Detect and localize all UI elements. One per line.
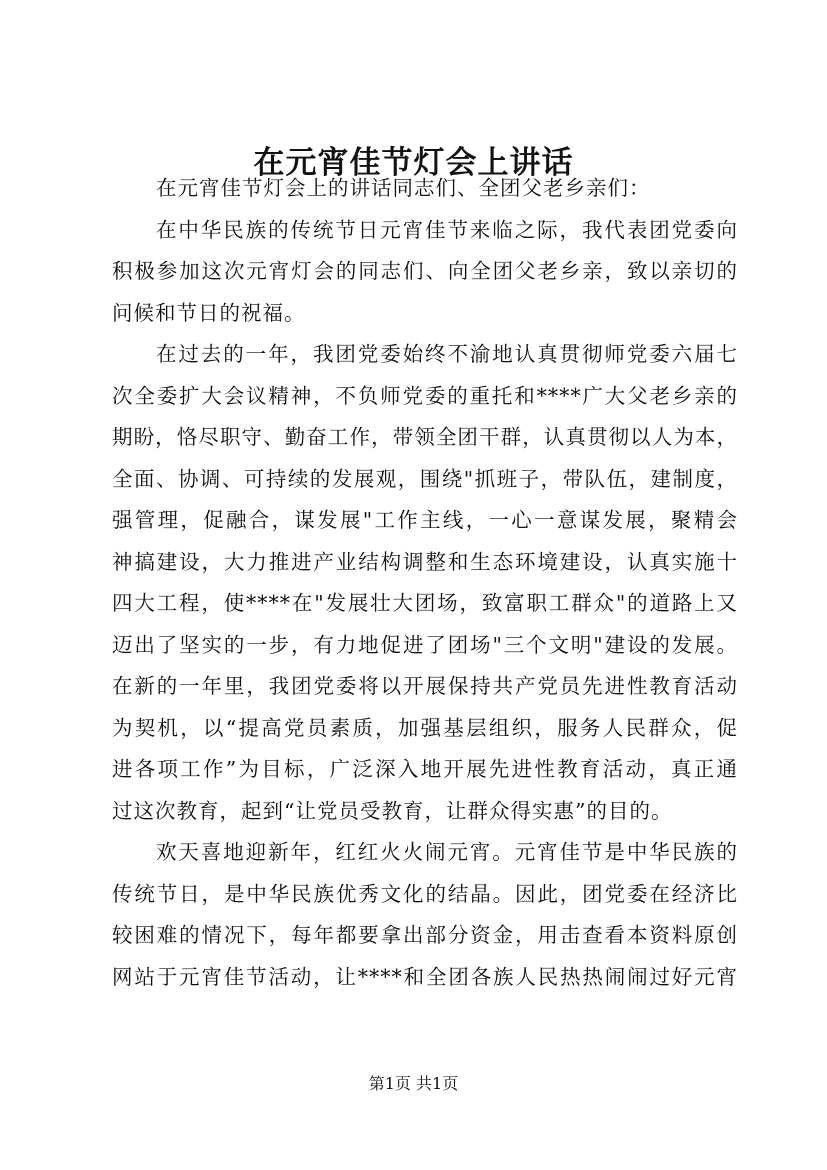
text-line: 在新的一年里，我团党委将以开展保持共产党员先进性教育活动 [112,674,738,698]
text-line: 网站于元宵佳节活动，让****和全团各族人民热热闹闹过好元宵 [112,964,738,989]
text-line: 四大工程，使****在"发展壮大团场，致富职工群众"的道路上又 [112,591,738,615]
text-line: 在中华民族的传统节日元宵佳节来临之际，我代表团党委向 [156,217,738,242]
text-line: 在过去的一年，我团党委始终不渝地认真贯彻师党委六届七 [156,342,738,366]
text-line: 欢天喜地迎新年，红红火火闹元宵。元宵佳节是中华民族的 [156,840,738,864]
text-line: 次全委扩大会议精神，不负师党委的重托和****广大父老乡亲的 [112,383,738,408]
text-line: 进各项工作”为目标，广泛深入地开展先进性教育活动，真正通 [112,757,738,781]
document-body [112,168,738,998]
text-line: 较困难的情况下，每年都要拿出部分资金，用击查看本资料原创 [112,923,738,947]
text-line: 在元宵佳节灯会上的讲话同志们、全团父老乡亲们： [156,176,651,200]
text-line: 迈出了坚实的一步，有力地促进了团场"三个文明"建设的发展。 [112,632,738,657]
text-line: 强管理，促融合，谋发展"工作主线，一心一意谋发展，聚精会 [112,508,738,532]
page-footer: 第1页 共1页 [368,1074,459,1093]
text-line: 过这次教育，起到“让党员受教育，让群众得实惠”的目的。 [112,798,673,823]
document-title: 在元宵佳节灯会上讲话 [253,145,574,181]
text-line: 传统节日，是中华民族优秀文化的结晶。因此，团党委在经济比 [112,881,738,906]
text-line: 为契机，以“提高党员素质，加强基层组织，服务人民群众，促 [112,715,738,740]
text-line: 期盼，恪尽职守、勤奋工作，带领全团干群，认真贯彻以人为本， [112,425,738,449]
text-line: 全面、协调、可持续的发展观，围绕"抓班子，带队伍，建制度， [112,466,738,491]
text-line: 神搞建设，大力推进产业结构调整和生态环境建设，认真实施十 [112,549,738,574]
text-line: 积极参加这次元宵灯会的同志们、向全团父老乡亲，致以亲切的 [112,259,738,283]
text-line: 问候和节日的祝福。 [112,300,306,325]
